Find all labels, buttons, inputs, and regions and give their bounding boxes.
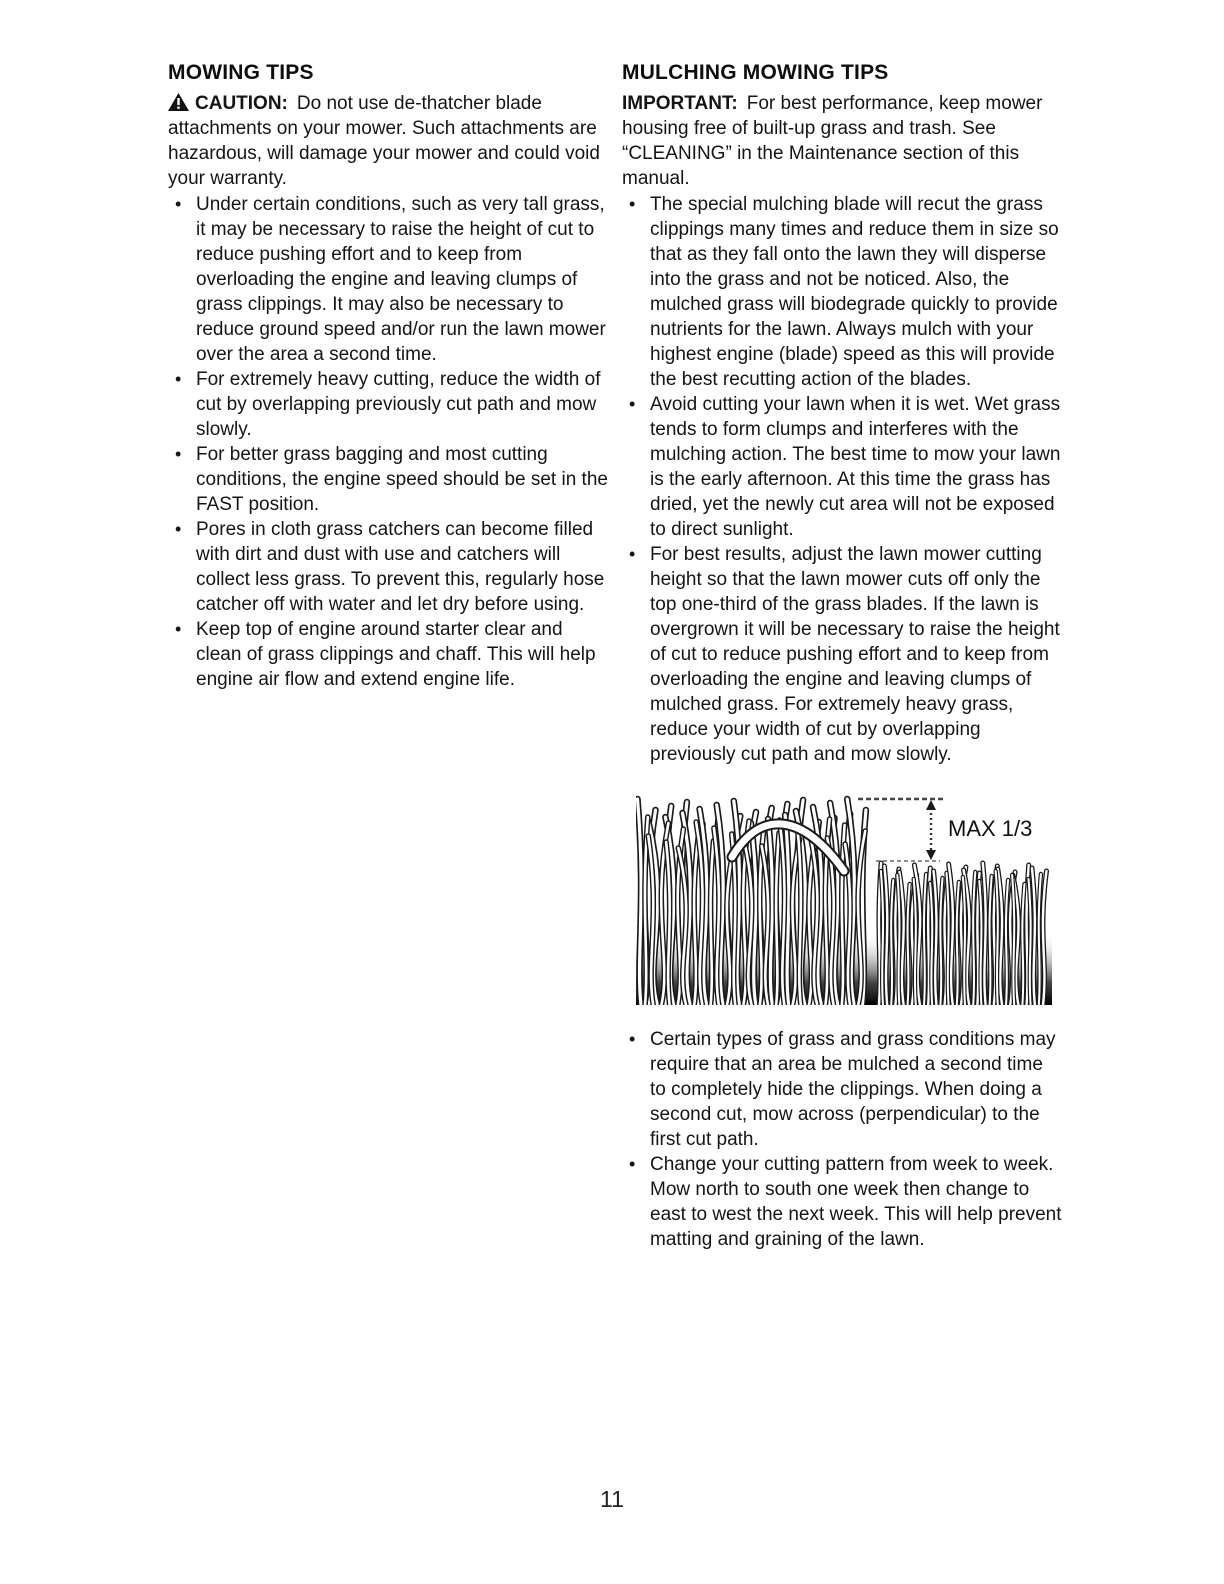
grass-height-figure xyxy=(636,793,1052,1005)
caution-text: Do not use de-thatcher blade attachments on your mower. Such attachments are hazardous, will damage your mower and could void your warranty. xyxy=(168,93,600,189)
grass-figure-svg xyxy=(636,793,1052,1005)
list-item: • Certain types of grass and grass conditions may require that an area be mulched a second time to completely hide the clippings. When doing a second cut, mow across (perpendicular) to the first cut path. xyxy=(622,1027,1062,1152)
list-item: • Change your cutting pattern from week to week. Mow north to south one week then change to east to west the next week. This will help prevent matting and graining of the lawn. xyxy=(622,1152,1062,1252)
list-item: • Pores in cloth grass catchers can become filled with dirt and dust with use and catchers will collect less grass. To prevent this, regularly hose catcher off with water and let dry before using. xyxy=(168,517,608,617)
list-item: • For better grass bagging and most cutting conditions, the engine speed should be set in the FAST position. xyxy=(168,442,608,517)
list-item: • Avoid cutting your lawn when it is wet. Wet grass tends to form clumps and interferes with the mulching action. The best time to mow your lawn is the early afternoon. At this time the grass has dried, yet the newly cut area will not be exposed to direct sunlight. xyxy=(622,392,1062,542)
list-item: • For best results, adjust the lawn mower cutting height so that the lawn mower cuts off only the top one-third of the grass blades. If the lawn is overgrown it will be necessary to raise the height of cut to reduce pushing effort and to keep from overloading the engine and leaving clumps of mulched grass. For extremely heavy grass, reduce your width of cut by overlapping previously cut path and mow slowly. xyxy=(622,542,1062,767)
arrow-down-head xyxy=(926,850,936,860)
list-item: • Keep top of engine around starter clear and clean of grass clippings and chaff. This will help engine air flow and extend engine life. xyxy=(168,617,608,692)
page-number: 11 xyxy=(600,1486,624,1512)
list-item: • The special mulching blade will recut the grass clippings many times and reduce them in size so that as they fall onto the lawn they will disperse into the grass and not be noticed. Also, the mulched grass will biodegrade quickly to provide nutrients for the lawn. Always mulch with your highest engine (blade) speed as this will provide the best recutting action of the blades. xyxy=(622,192,1062,392)
mowing-tips-heading: MOWING TIPS xyxy=(168,61,314,84)
mowing-tips-list xyxy=(168,192,608,692)
mulching-tips-heading: MULCHING MOWING TIPS xyxy=(622,61,889,84)
caution-paragraph xyxy=(168,91,608,191)
measure-overlay xyxy=(858,799,1032,861)
max-height-label: MAX 1/3 xyxy=(948,816,1033,841)
important-text: For best performance, keep mower housing free of built-up grass and trash. See “CLEANING” in the Maintenance section of this manual. xyxy=(622,93,1043,189)
warning-triangle-icon xyxy=(168,93,189,111)
left-column xyxy=(168,60,608,692)
arrow-up-head xyxy=(926,800,936,810)
right-column xyxy=(622,60,1062,1252)
list-item: • For extremely heavy cutting, reduce the width of cut by overlapping previously cut path and mow slowly. xyxy=(168,367,608,442)
important-paragraph xyxy=(622,91,1062,191)
mulching-tips-list-top xyxy=(622,192,1062,767)
important-label: IMPORTANT: xyxy=(622,93,738,114)
mulching-tips-list-bottom xyxy=(622,1027,1062,1252)
list-item: • Under certain conditions, such as very tall grass, it may be necessary to raise the height of cut to reduce pushing effort and to keep from overloading the engine and leaving clumps of grass clippings. It may also be necessary to reduce ground speed and/or run the lawn mower over the area a second time. xyxy=(168,192,608,367)
caution-label: CAUTION: xyxy=(195,93,288,114)
